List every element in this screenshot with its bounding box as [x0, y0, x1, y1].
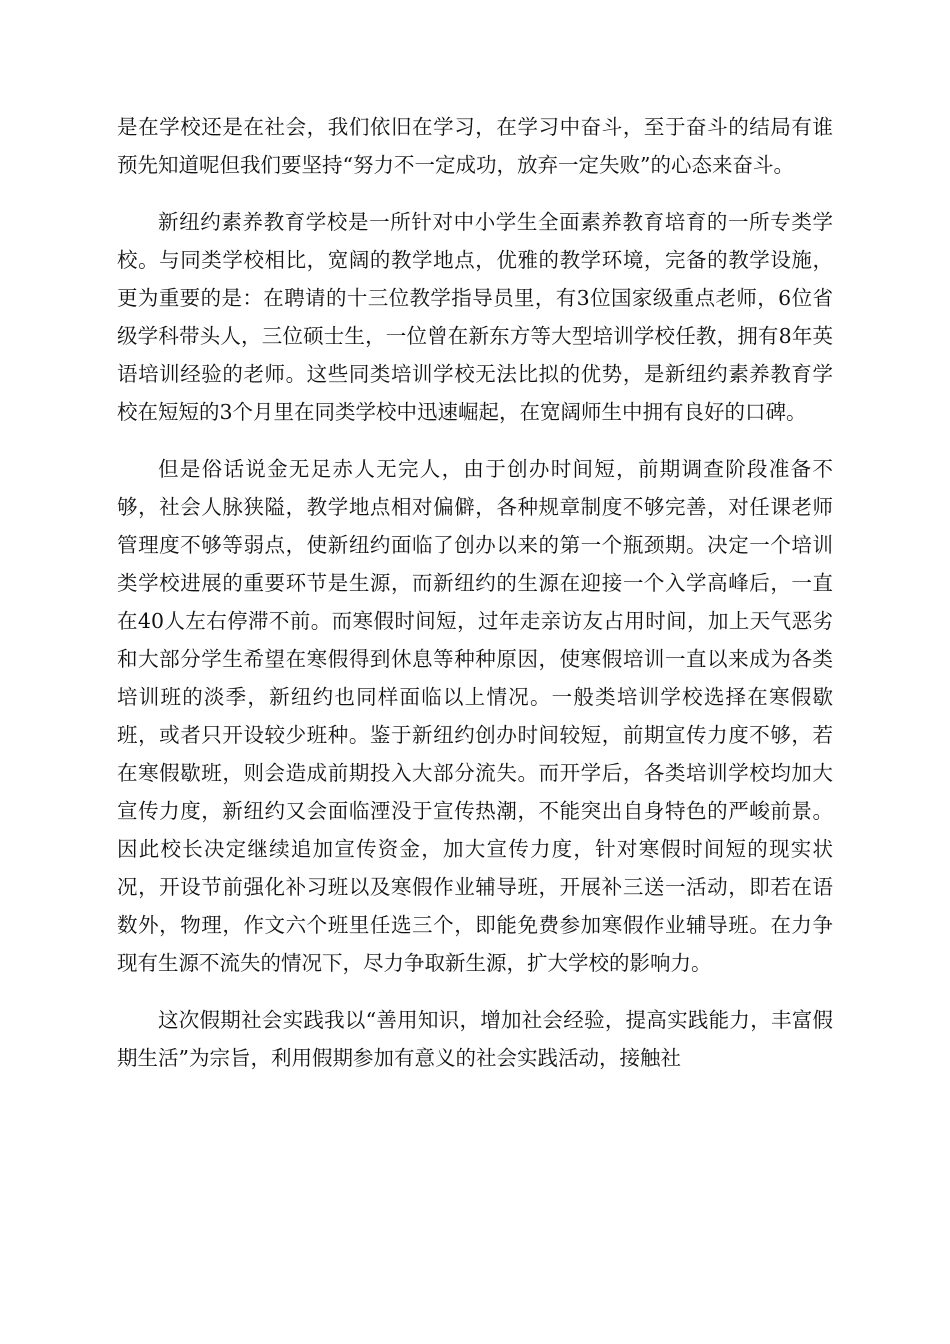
document-body — [117, 108, 833, 1096]
paragraph-challenges: 但是俗话说金无足赤人无完人，由于创办时间短，前期调查阶段准备不够，社会人脉狭隘，教学地点相对偏僻，各种规章制度不够完善，对任课老师管理度不够等弱点，使新纽约面临了创办以来的第一个瓶颈期。决定一个培训类学校进展的重要环节是生源，而新纽约的生源在迎接一个入学高峰后，一直在40人左右停滞不前。而寒假时间短，过年走亲访友占用时间，加上天气恶劣和大部分学生希望在寒假得到休息等种种原因，使寒假培训一直以来成为各类培训班的淡季，新纽约也同样面临以上情况。一般类培训学校选择在寒假歇班，或者只开设较少班种。鉴于新纽约创办时间较短，前期宣传力度不够，若在寒假歇班，则会造成前期投入大部分流失。而开学后，各类培训学校均加大宣传力度，新纽约又会面临湮没于宣传热潮，不能突出自身特色的严峻前景。因此校长决定继续追加宣传资金，加大宣传力度，针对寒假时间短的现实状况，开设节前强化补习班以及寒假作业辅导班，开展补三送一活动，即若在语数外，物理，作文六个班里任选三个，即能免费参加寒假作业辅导班。在力争现有生源不流失的情况下，尽力争取新生源，扩大学校的影响力。 — [117, 457, 833, 975]
paragraph-practice-purpose: 这次假期社会实践我以“善用知识，增加社会经验，提高实践能力，丰富假期生活”为宗旨，利用假期参加有意义的社会实践活动，接触社 — [117, 1008, 833, 1070]
paragraph-school-intro: 新纽约素养教育学校是一所针对中小学生全面素养教育培育的一所专类学校。与同类学校相比，宽阔的教学地点，优雅的教学环境，完备的教学设施，更为重要的是：在聘请的十三位教学指导员里，有3位国家级重点老师，6位省级学科带头人，三位硕士生，一位曾在新东方等大型培训学校任教，拥有8年英语培训经验的老师。这些同类培训学校无法比拟的优势，是新纽约素养教育学校在短短的3个月里在同类学校中迅速崛起，在宽阔师生中拥有良好的口碑。 — [117, 210, 833, 424]
paragraph-continuation: 是在学校还是在社会，我们依旧在学习，在学习中奋斗，至于奋斗的结局有谁预先知道呢但我们要坚持“努力不一定成功，放弃一定失败”的心态来奋斗。 — [117, 115, 833, 177]
